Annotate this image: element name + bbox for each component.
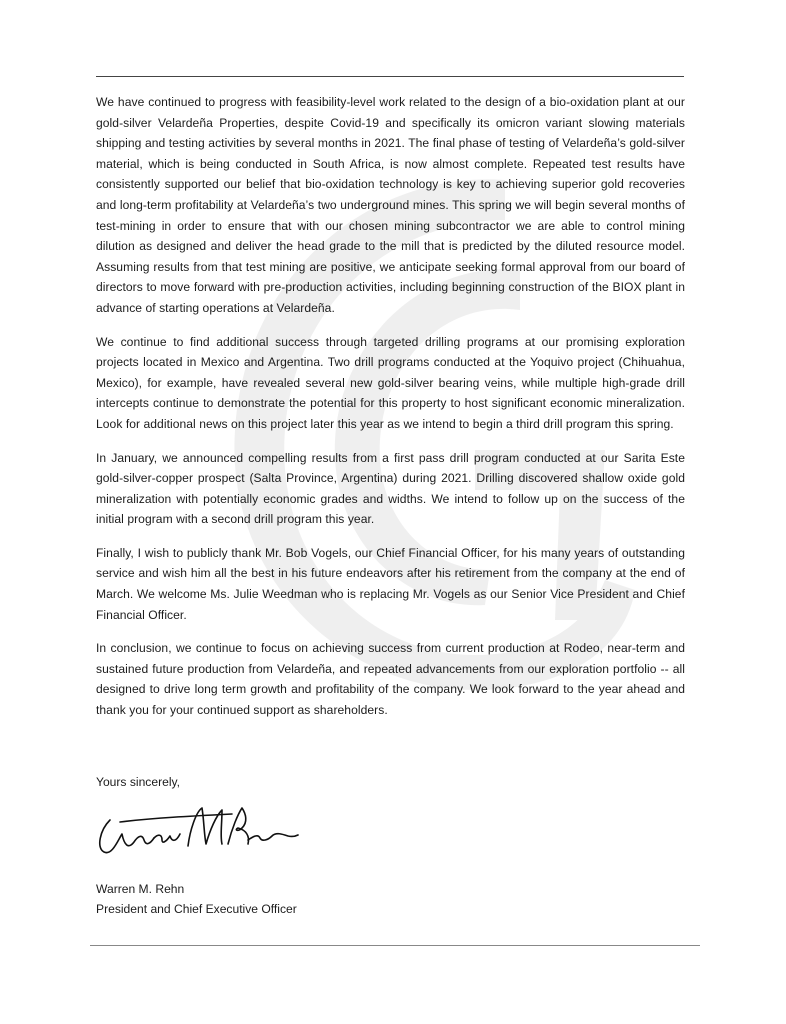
paragraph-sarita-este: In January, we announced compelling results from a first pass drill program conducted at our Sarita Este gold-silver-copper prospect (Salta Province, Argentina) during 2021. Drilling discovered shallow oxide gold mineralization with potentially economic grades and widths. We intend to follow up on the success of the initial program with a second drill program this year. [96, 450, 685, 527]
paragraph-feasibility: We have continued to progress with feasibility-level work related to the design of a bio-oxidation plant at our gold-silver Velardeña Properties, despite Covid-19 and specifically its omicron variant slowing materials shipping and testing activities by several months in 2021. The final phase of testing of Velardeña’s gold-silver material, which is being conducted in South Africa, is now almost complete. Repeated test results have consistently supported our belief that bio-oxidation technology is key to achieving superior gold recoveries and long-term profitability at Velardeña’s two underground mines. This spring we will begin several months of test-mining in order to ensure that with our chosen mining subcontractor we are able to control mining dilution as designed and deliver the head grade to the mill that is predicted by the diluted resource model. Assuming results from that test mining are positive, we anticipate seeking formal approval from our board of directors to move forward with pre-production activities, including beginning construction of the BIOX plant in advance of starting operations at Velardeña. [96, 95, 685, 315]
signer-name: Warren M. Rehn [96, 882, 185, 896]
signer-block [96, 880, 297, 919]
letter-body [96, 92, 685, 734]
closing-salutation: Yours sincerely, [96, 775, 181, 789]
paragraph-exploration: We continue to find additional success through targeted drilling programs at our promising exploration projects located in Mexico and Argentina. Two drill programs conducted at the Yoquivo project (Chihuahua, Mexico), for example, have revealed several new gold-silver bearing veins, while multiple high-grade drill intercepts continue to demonstrate the potential for this property to host significant economic mineralization. Look for additional news on this project later this year as we intend to begin a third drill program this spring. [96, 334, 685, 431]
signer-title: President and Chief Executive Officer [96, 901, 297, 916]
paragraph-conclusion: In conclusion, we continue to focus on achieving success from current production at Rodeo, near-term and sustained future production from Velardeña, and repeated advancements from our exploration portfolio -- all designed to drive long term growth and profitability of the company. We look forward to the year ahead and thank you for your continued support as shareholders. [96, 641, 685, 718]
handwritten-signature [92, 800, 302, 864]
bottom-divider [90, 945, 700, 946]
top-divider [96, 76, 684, 77]
paragraph-thanks: Finally, I wish to publicly thank Mr. Bob Vogels, our Chief Financial Officer, for his many years of outstanding service and wish him all the best in his future endeavors after his retirement from the company at the end of March. We welcome Ms. Julie Weedman who is replacing Mr. Vogels as our Senior Vice President and Chief Financial Officer. [96, 545, 685, 622]
